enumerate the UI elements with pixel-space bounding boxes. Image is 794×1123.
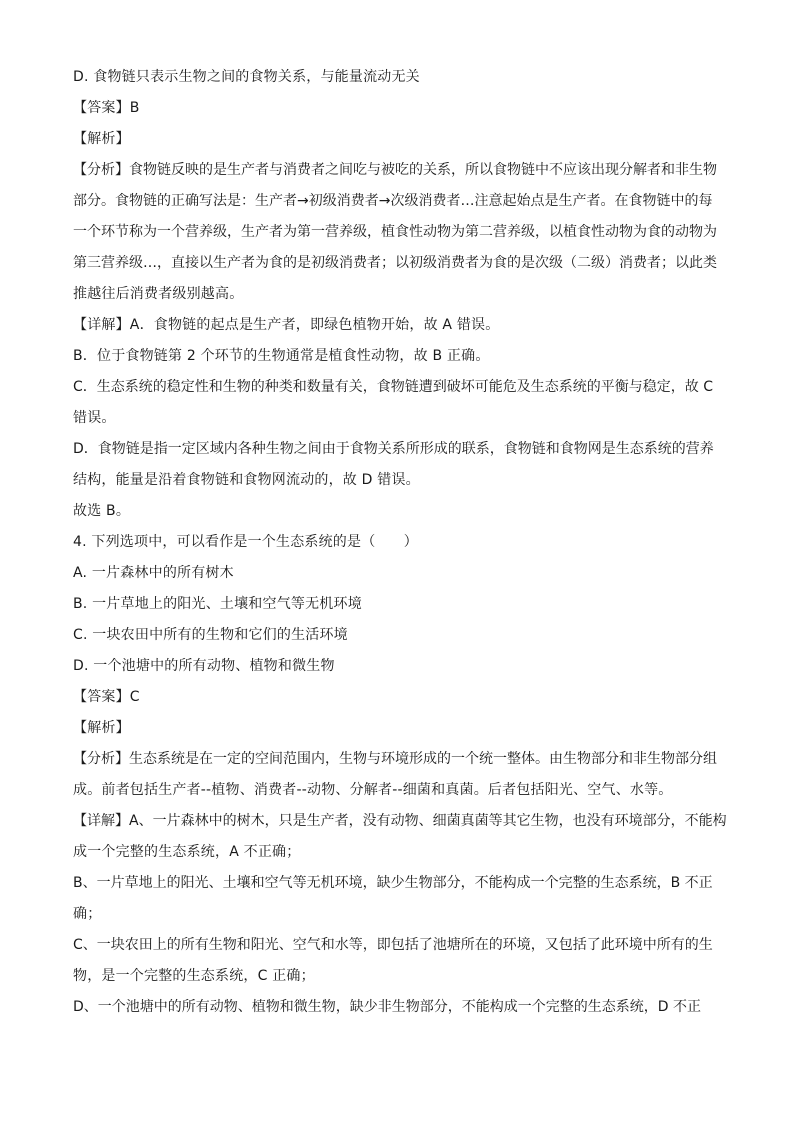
text-line: 【详解】A、一片森林中的树木，只是生产者，没有动物、细菌真菌等其它生物，也没有环境部分，不能构 (73, 813, 727, 829)
text-line: 物，是一个完整的生态系统，C 正确； (73, 968, 315, 984)
option-b: B. 一片草地上的阳光、土壤和空气等无机环境 (73, 596, 362, 612)
text-line: 一个环节称为一个营养级，生产者为第一营养级，植食性动物为第二营养级，以植食性动物为食的动物为 (73, 224, 717, 240)
text-line: 部分。食物链的正确写法是：生产者→初级消费者→次级消费者…注意起始点是生产者。在食物链中的每 (73, 193, 713, 209)
text-line: 推越往后消费者级别越高。 (73, 286, 244, 302)
option-a: A. 一片森林中的所有树木 (73, 565, 234, 581)
text-line: 成一个完整的生态系统，A 不正确； (73, 844, 301, 860)
text-line: B．位于食物链第 2 个环节的生物通常是植食性动物，故 B 正确。 (73, 348, 490, 364)
analysis-label: 【解析】 (73, 131, 130, 147)
text-line: 错误。 (73, 410, 116, 426)
text-line: D、一个池塘中的所有动物、植物和微生物，缺少非生物部分，不能构成一个完整的生态系统，D 不正 (73, 999, 702, 1015)
text-line: 【详解】A．食物链的起点是生产者，即绿色植物开始，故 A 错误。 (73, 317, 500, 333)
document-body (73, 62, 727, 1023)
text-line: 确； (73, 906, 102, 922)
option-c: C. 一块农田中所有的生物和它们的生活环境 (73, 627, 348, 643)
text-line: 故选 B。 (73, 503, 131, 519)
text-line: 第三营养级…，直接以生产者为食的是初级消费者；以初级消费者为食的是次级（二级）消费者；以此类 (73, 255, 717, 271)
text-line: 【分析】生态系统是在一定的空间范围内，生物与环境形成的一个统一整体。由生物部分和非生物部分组 (73, 751, 717, 767)
answer-label: 【答案】B (73, 100, 140, 116)
answer-label: 【答案】C (73, 689, 140, 705)
text-line: B、一片草地上的阳光、土壤和空气等无机环境，缺少生物部分，不能构成一个完整的生态系统，B 不正 (73, 875, 713, 891)
text-line: D．食物链是指一定区域内各种生物之间由于食物关系所形成的联系，食物链和食物网是生态系统的营养 (73, 441, 714, 457)
text-line: 成。前者包括生产者--植物、消费者--动物、分解者--细菌和真菌。后者包括阳光、空气、水等。 (73, 782, 673, 798)
text-line: 【分析】食物链反映的是生产者与消费者之间吃与被吃的关系，所以食物链中不应该出现分解者和非生物 (73, 162, 717, 178)
text-line: 结构，能量是沿着食物链和食物网流动的，故 D 错误。 (73, 472, 420, 488)
text-line: C、一块农田上的所有生物和阳光、空气和水等，即包括了池塘所在的环境，又包括了此环境中所有的生 (73, 937, 713, 953)
text-line: C．生态系统的稳定性和生物的种类和数量有关，食物链遭到破坏可能危及生态系统的平衡与稳定，故 C (73, 379, 713, 395)
option-d: D. 一个池塘中的所有动物、植物和微生物 (73, 658, 335, 674)
analysis-label: 【解析】 (73, 720, 130, 736)
question-4: 4. 下列选项中，可以看作是一个生态系统的是（ ） (73, 534, 419, 550)
option-d-prev: D. 食物链只表示生物之间的食物关系，与能量流动无关 (73, 69, 420, 85)
